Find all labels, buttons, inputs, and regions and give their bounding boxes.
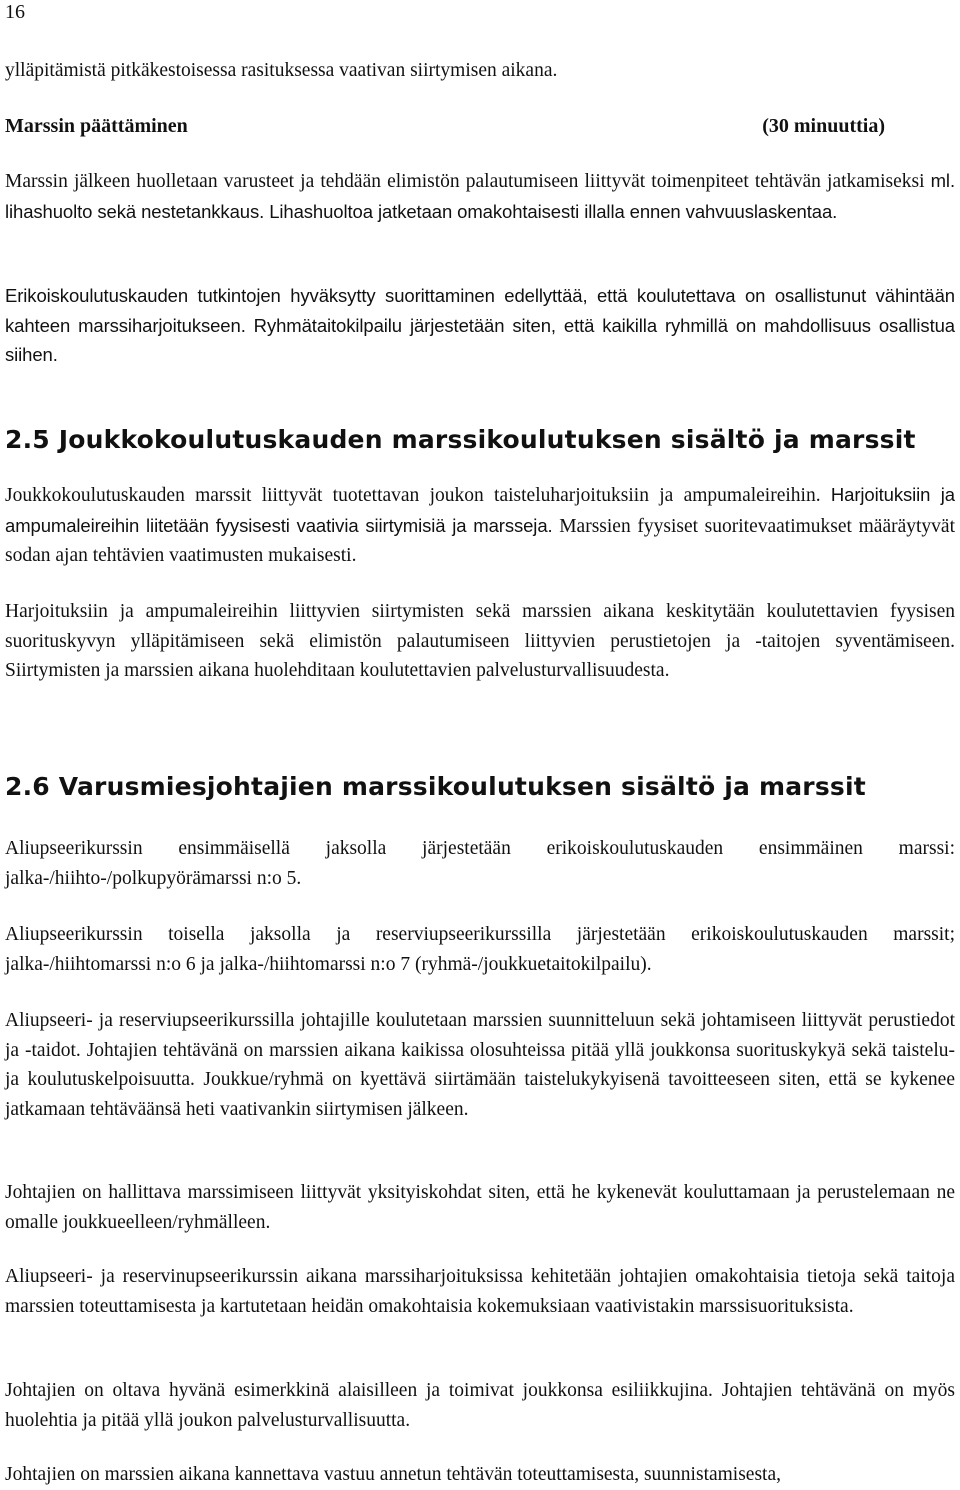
paragraph-text: Marssin jälkeen huolletaan varusteet ja tehdään elimistön palautumiseen liittyvät toimenpiteet tehtävän jatkamiseksi: [5, 171, 931, 192]
paragraph-leader-training: Aliupseeri- ja reserviupseerikurssilla johtajille koulutetaan marssien suunnitteluun sekä johtamiseen liittyvät perustiedot ja -taidot. Johtajien tehtävänä on marssien aikana kaikissa olosuhteissa pitää yllä joukkonsa suorituskykyä sekä taistelu- ja koulutuskelpoisuutta. Joukkue/ryhmä on kyettävä siirtämään taistelukykyisenä tavoitteeseen siten, että se kykenee jatkamaan tehtäväänsä heti vaativankin siirtymisen jälkeen.: [5, 1010, 955, 1120]
paragraph-text: Erikoiskoulutuskauden tutkintojen hyväksytty suorittaminen edellyttää, että koulutettava on osallistunut vähintään kahteen marssiharjoitukseen.: [5, 285, 955, 336]
paragraph-exercises-focus: Harjoituksiin ja ampumaleireihin liittyvien siirtymisten sekä marssien aikana keskitytään koulutettavien fyysisen suorituskyvyn ylläpitämiseen sekä elimistön palautumiseen liittyvien perustietojen ja -taitojen syventämiseen. Siirtymisten ja marssien aikana huolehditaan koulutettavien palvelusturvallisuudesta.: [5, 601, 955, 681]
paragraph-text: Joukkokoulutuskauden marssit liittyvät tuotettavan joukon taisteluharjoituksiin ja ampumaleireihin.: [5, 485, 831, 506]
paragraph-leader-example: Johtajien on oltava hyvänä esimerkkinä alaisilleen ja toimivat joukkonsa esiliikkujina. Johtajien tehtävänä on myös huolehtia ja pitää yllä joukon palvelusturvallisuutta.: [5, 1380, 955, 1431]
page-number: 16: [5, 1, 25, 23]
intro-line: ylläpitämistä pitkäkestoisessa rasituksessa vaativan siirtymisen aikana.: [5, 60, 558, 81]
march-end-heading: [5, 112, 885, 140]
paragraph-text: Ryhmätaitokilpailu järjestetään siten, että kaikilla ryhmillä on mahdollisuus osallistua siihen.: [5, 314, 955, 365]
section-heading-2-6: 2.6 Varusmiesjohtajien marssikoulutuksen sisältö ja marssit: [5, 772, 866, 801]
paragraph-text: Marssien fyysiset suoritevaatimukset määräytyvät sodan ajan tehtävien vaatimusten mukaisesti.: [5, 515, 955, 566]
section-heading-2-5: 2.5 Joukkokoulutuskauden marssikoulutuksen sisältö ja marssit: [5, 425, 916, 454]
paragraph-leader-details: Johtajien on hallittava marssimiseen liittyvät yksityiskohdat siten, että he kykenevät kouluttamaan ja perustelemaan ne omalle joukkueelleen/ryhmälleen.: [5, 1182, 955, 1233]
paragraph-leader-responsibility: Johtajien on marssien aikana kannettava vastuu annetun tehtävän toteuttamisesta, suunnistamisesta,: [5, 1464, 782, 1485]
paragraph-exam-requirements: [5, 281, 955, 370]
paragraph-nco-first-march: Aliupseerikurssin ensimmäisellä jaksolla järjestetään erikoiskoulutuskauden ensimmäinen marssi: jalka-/hiihto-/polkupyörämarssi n:o 5.: [5, 838, 955, 889]
paragraph-nco-second-phase: Aliupseerikurssin toisella jaksolla ja reserviupseerikurssilla järjestetään erikoiskoulutuskauden marssit; jalka-/hiihtomarssi n:o 6 ja jalka-/hiihtomarssi n:o 7 (ryhmä-/joukkuetaitokilpailu).: [5, 924, 955, 975]
paragraph-text: ml. lihashuolto sekä nestetankkaus. Lihashuoltoa jatketaan omakohtaisesti illalla ennen vahvuuslaskentaa.: [5, 170, 955, 222]
paragraph-text: Harjoituksiin ja ampumaleireihin liitetään fyysisesti vaativia siirtymisiä ja marsseja.: [5, 484, 955, 536]
paragraph-march-aftercare: [5, 166, 955, 227]
march-end-title: Marssin päättäminen: [5, 115, 188, 137]
paragraph-leader-experience: Aliupseeri- ja reservinupseerikurssin aikana marssiharjoituksissa kehitetään johtajien omakohtaisia tietoja sekä taitoja marssien toteuttamisesta ja kartutetaan heidän omakohtaisia kokemuksiaan vaativistakin marssisuorituksista.: [5, 1266, 955, 1317]
paragraph-unit-training-marches: [5, 480, 955, 571]
march-end-duration: (30 minuuttia): [762, 115, 885, 137]
